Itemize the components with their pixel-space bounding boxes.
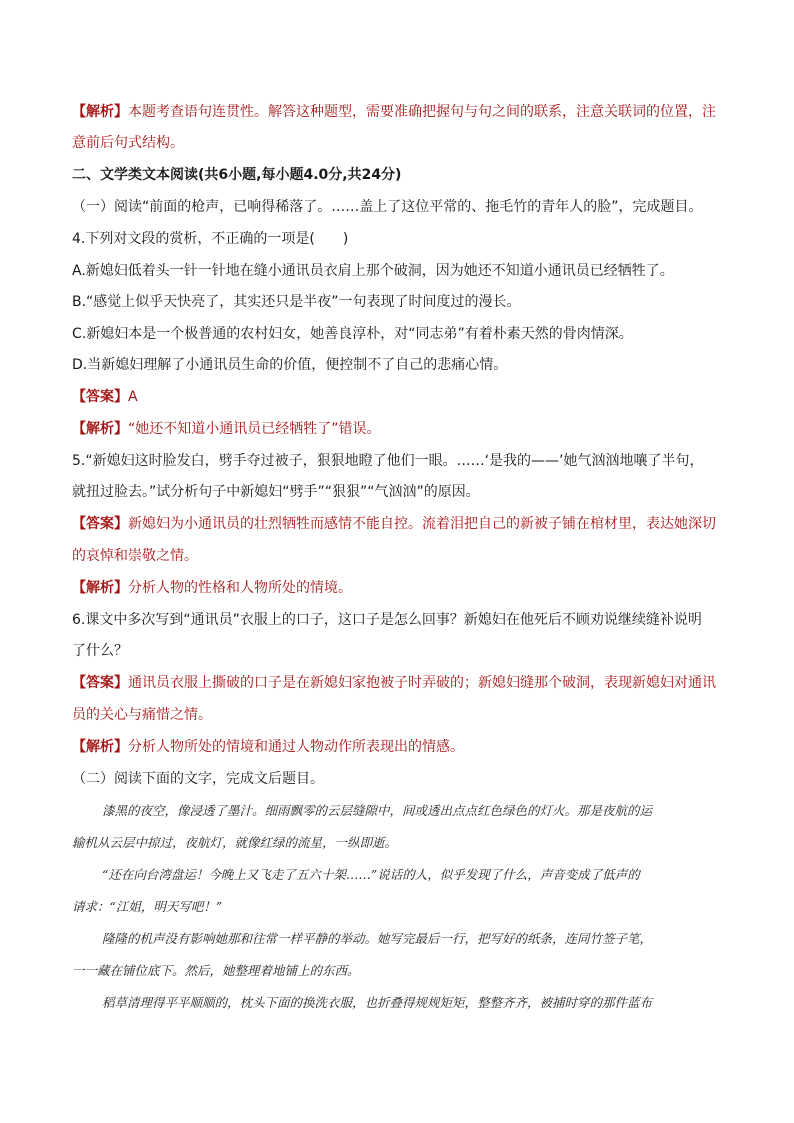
option-a: A.新媳妇低着头一针一针地在缝小通讯员衣肩上那个破洞，因为她还不知道小通讯员已经牺牲了。 xyxy=(72,263,674,279)
analysis-text: 分析人物所处的情境和通过人物动作所表现出的情感。 xyxy=(128,739,464,755)
section-title: 二、文学类文本阅读(共6小题,每小题4.0分,共24分) xyxy=(72,167,402,183)
passage-paragraph-4: 稻草清理得平平顺顺的，枕头下面的换洗衣服，也折叠得规规矩矩，整整齐齐，被捕时穿的那件蓝布 xyxy=(102,995,653,1010)
reading-part-2-heading: （二）阅读下面的文字，完成文后题目。 xyxy=(72,771,324,787)
question-5-stem-cont: 就扭过脸去。”试分析句子中新媳妇“劈手”“狠狠”“气汹汹”的原因。 xyxy=(72,484,480,500)
analysis-text: “她还不知道小通讯员已经牺牲了”错误。 xyxy=(128,421,381,437)
answer-text: A xyxy=(128,389,138,405)
option-d: D.当新媳妇理解了小通讯员生命的价值，便控制不了自己的悲痛心情。 xyxy=(72,357,508,373)
analysis-tag: 【解析】 xyxy=(72,739,128,755)
option-c: C.新媳妇本是一个极普通的农村妇女，她善良淳朴，对“同志弟”有着朴素天然的骨肉情深。 xyxy=(72,326,633,342)
question-4-stem: 4.下列对文段的赏析，不正确的一项是( ) xyxy=(72,231,349,247)
answer-text: 新媳妇为小通讯员的壮烈牺牲而感情不能自控。流着泪把自己的新被子铺在棺材里，表达她深切 xyxy=(128,516,716,532)
analysis-continuation: 意前后句式结构。 xyxy=(72,135,184,151)
answer-tag: 【答案】 xyxy=(72,516,128,532)
question-6-stem: 6.课文中多次写到“通讯员”衣服上的口子，这口子是怎么回事？新媳妇在他死后不顾劝说继续缝补说明 xyxy=(72,612,702,628)
analysis-tag: 【解析】 xyxy=(72,580,128,596)
answer-text: 通讯员衣服上撕破的口子是在新媳妇家抱被子时弄破的；新媳妇缝那个破洞，表现新媳妇对通讯 xyxy=(128,675,716,691)
answer-line xyxy=(72,387,722,407)
analysis-tag: 【解析】 xyxy=(72,421,128,437)
answer-continuation: 员的关心与痛惜之情。 xyxy=(72,707,212,723)
analysis-line xyxy=(72,102,722,122)
analysis-line xyxy=(72,737,722,757)
answer-continuation: 的哀悼和崇敬之情。 xyxy=(72,548,198,564)
option-b: B.“感觉上似乎天快亮了，其实还只是半夜”一句表现了时间度过的漫长。 xyxy=(72,294,521,310)
passage-paragraph-2: “还在向台湾盘运！今晚上又飞走了五六十架……”说话的人，似乎发现了什么，声音变成了低声的 xyxy=(102,867,640,882)
answer-line xyxy=(72,673,722,693)
question-5-stem: 5.“新媳妇这时脸发白，劈手夺过被子，狠狠地瞪了他们一眼。……‘是我的——’她气汹汹地嚷了半句， xyxy=(72,453,704,469)
question-6-stem-cont: 了什么？ xyxy=(72,643,128,659)
analysis-line xyxy=(72,578,722,598)
analysis-text: 分析人物的性格和人物所处的情境。 xyxy=(128,580,352,596)
analysis-line xyxy=(72,419,722,439)
reading-part-1-heading: （一）阅读“前面的枪声，已响得稀落了。……盖上了这位平常的、拖毛竹的青年人的脸”，完成题目。 xyxy=(72,199,703,215)
passage-paragraph-3: 隆隆的机声没有影响她那和往常一样平静的举动。她写完最后一行，把写好的纸条，连同竹签子笔， xyxy=(102,931,653,946)
answer-line xyxy=(72,514,722,534)
passage-paragraph-3-cont: 一一藏在铺位底下。然后，她整理着地铺上的东西。 xyxy=(72,963,360,978)
answer-tag: 【答案】 xyxy=(72,389,128,405)
answer-tag: 【答案】 xyxy=(72,675,128,691)
passage-paragraph-1: 漆黑的夜空，像浸透了墨汁。细雨飘零的云层缝隙中，间或透出点点红色绿色的灯火。那是夜航的运 xyxy=(102,803,653,818)
analysis-text: 本题考查语句连贯性。解答这种题型，需要准确把握句与句之间的联系，注意关联词的位置，注 xyxy=(128,104,716,120)
passage-paragraph-1-cont: 输机从云层中掠过，夜航灯，就像红绿的流星，一纵即逝。 xyxy=(72,835,398,850)
analysis-tag: 【解析】 xyxy=(72,104,128,120)
passage-paragraph-2-cont: 请求：“江姐，明天写吧！” xyxy=(72,899,223,914)
